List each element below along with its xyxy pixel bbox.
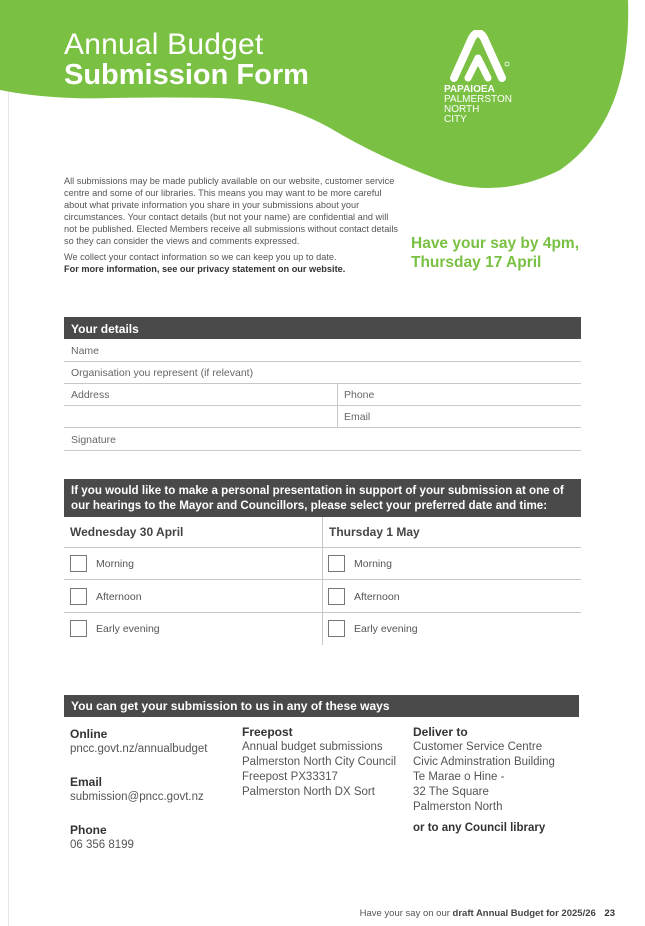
wed-afternoon-label: Afternoon xyxy=(96,591,142,603)
phone-field[interactable] xyxy=(337,384,581,406)
organisation-label: Organisation you represent (if relevant) xyxy=(71,367,254,379)
details-heading: Your details xyxy=(64,317,581,339)
freepost-heading: Freepost xyxy=(242,725,293,739)
deadline-line-2: Thursday 17 April xyxy=(411,254,542,271)
intro-paragraph-3: For more information, see our privacy statement on our website. xyxy=(64,264,346,274)
deadline-callout xyxy=(411,234,579,272)
email-row xyxy=(64,406,581,428)
address-phone-row xyxy=(64,384,581,406)
thu-morning-option[interactable] xyxy=(322,548,581,580)
logo-line-3: NORTH xyxy=(444,104,480,115)
online-link[interactable]: pncc.govt.nz/annualbudget xyxy=(70,743,208,755)
deliver-line: Palmerston North xyxy=(413,801,503,813)
intro-paragraph-2: We collect your contact information so we can keep you up to date. xyxy=(64,252,337,262)
thu-evening-option[interactable] xyxy=(322,613,581,645)
wed-evening-checkbox[interactable] xyxy=(70,620,87,637)
signature-field[interactable] xyxy=(64,429,581,451)
online-email-phone-column xyxy=(70,727,235,853)
logo-line-1: PAPAIOEA xyxy=(444,84,495,95)
logo-line-4: CITY xyxy=(444,114,467,125)
page-title xyxy=(64,30,309,90)
thu-afternoon-label: Afternoon xyxy=(354,591,400,603)
freepost-column xyxy=(242,725,412,800)
email-label: Email xyxy=(344,411,371,423)
footer-prefix: Have your say on our xyxy=(359,908,450,919)
deliver-line: Te Marae o Hine - xyxy=(413,771,505,783)
deliver-heading: Deliver to xyxy=(413,725,468,739)
ways-heading: You can get your submission to us in any of these ways xyxy=(64,695,579,717)
address-field[interactable] xyxy=(64,384,337,406)
intro-text xyxy=(64,175,399,277)
day-wednesday: Wednesday 30 April xyxy=(70,525,184,539)
title-line-1: Annual Budget xyxy=(64,28,264,61)
wed-morning-option[interactable] xyxy=(64,548,323,580)
footer-bold: draft Annual Budget for 2025/26 xyxy=(452,908,596,919)
phone-heading: Phone xyxy=(70,823,107,837)
thu-afternoon-checkbox[interactable] xyxy=(328,588,345,605)
email-heading: Email xyxy=(70,775,103,789)
wed-morning-label: Morning xyxy=(96,558,134,570)
thu-evening-checkbox[interactable] xyxy=(328,620,345,637)
freepost-line: Palmerston North City Council xyxy=(242,756,397,768)
organisation-field[interactable] xyxy=(64,362,581,384)
phone-label: Phone xyxy=(344,389,375,401)
deliver-line: Customer Service Centre xyxy=(413,741,543,753)
email-link[interactable]: submission@pncc.govt.nz xyxy=(70,791,204,803)
name-field[interactable] xyxy=(64,340,581,362)
name-label: Name xyxy=(71,345,100,357)
logo-line-2: PALMERSTON xyxy=(444,94,512,105)
deliver-line: 32 The Square xyxy=(413,786,489,798)
signature-label: Signature xyxy=(71,434,116,446)
intro-paragraph-1: All submissions may be made publicly available on our website, customer service centre and some of our libraries. This means you may want to be more careful about what private information you share in your submissions about your circumstances. Your contact details (but not your name) are confidential and will not be published. Elected Members receive all submissions without contact details so they can consider the views and comments expressed. xyxy=(64,176,398,246)
council-logo xyxy=(446,30,546,125)
freepost-line: Palmerston North DX Sort xyxy=(242,786,375,798)
address-field-continued[interactable] xyxy=(64,406,337,428)
thu-morning-label: Morning xyxy=(354,558,392,570)
thu-evening-label: Early evening xyxy=(354,623,418,635)
deliver-line: Civic Adminstration Building xyxy=(413,756,555,768)
wed-evening-option[interactable] xyxy=(64,613,323,645)
freepost-line: Annual budget submissions xyxy=(242,741,383,753)
deliver-column xyxy=(413,725,583,836)
presentation-heading: If you would like to make a personal presentation in support of your submission at one of our hearings to the Mayor and Councillors, please select your preferred date and time: xyxy=(64,479,581,517)
phone-number[interactable]: 06 356 8199 xyxy=(70,839,134,851)
page-number: 23 xyxy=(604,908,615,919)
library-note: or to any Council library xyxy=(413,822,546,834)
thu-afternoon-option[interactable] xyxy=(322,581,581,613)
online-heading: Online xyxy=(70,727,108,741)
address-divider xyxy=(337,384,338,428)
wed-afternoon-checkbox[interactable] xyxy=(70,588,87,605)
deadline-line-1: Have your say by 4pm, xyxy=(411,235,579,252)
thu-morning-checkbox[interactable] xyxy=(328,555,345,572)
freepost-line: Freepost PX33317 xyxy=(242,771,338,783)
email-field[interactable] xyxy=(337,406,581,428)
page-footer xyxy=(360,908,615,919)
wed-afternoon-option[interactable] xyxy=(64,581,323,613)
day-thursday: Thursday 1 May xyxy=(329,525,420,539)
title-line-2: Submission Form xyxy=(64,59,309,91)
logo-a-mark-icon xyxy=(446,30,510,82)
wed-morning-checkbox[interactable] xyxy=(70,555,87,572)
wed-evening-label: Early evening xyxy=(96,623,160,635)
address-label: Address xyxy=(71,389,110,401)
